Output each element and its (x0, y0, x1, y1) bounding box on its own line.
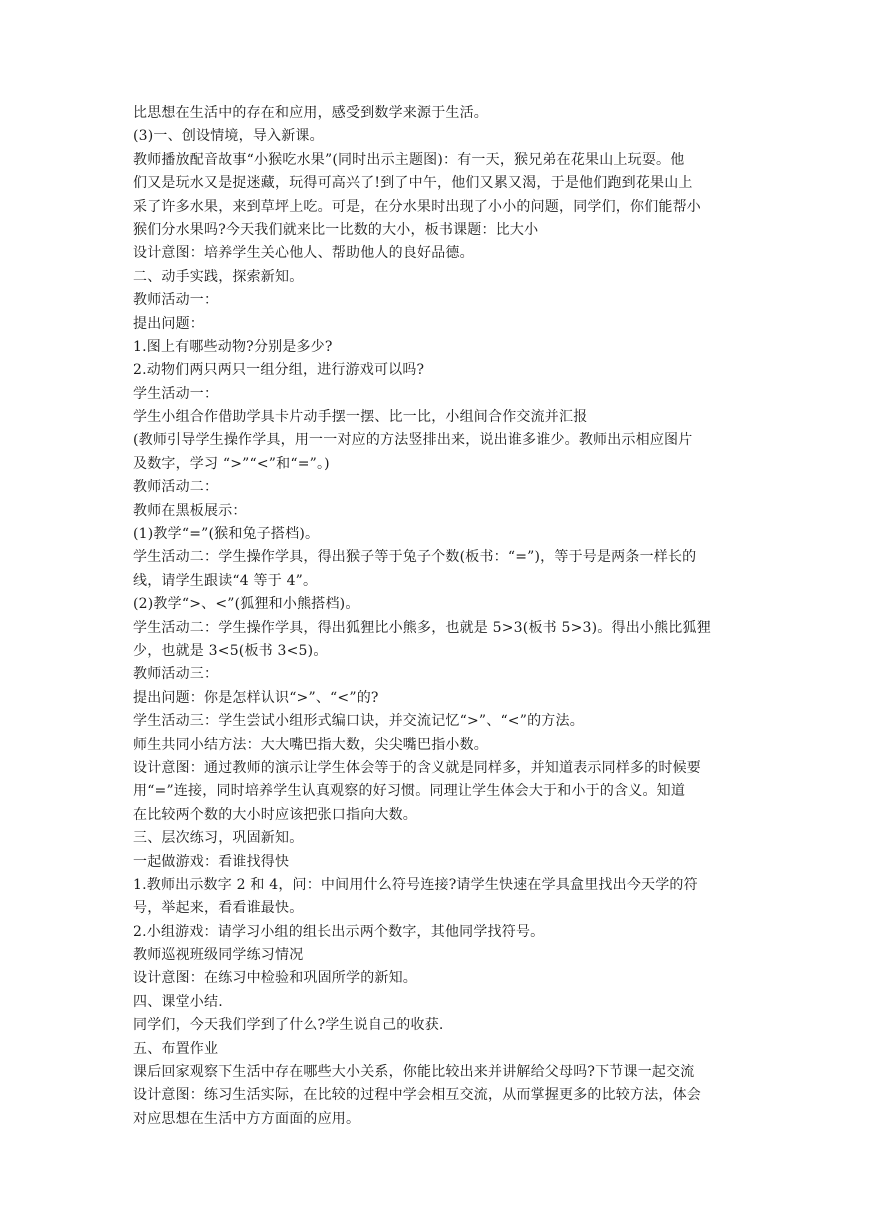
section-heading: 二、动手实践，探索新知。 (133, 268, 304, 285)
text-line: 及数字，学习 “>”“<”和“=”。) (133, 455, 330, 472)
text-line: 一起做游戏：看谁找得快 (133, 853, 290, 870)
text-line: 教师巡视班级同学练习情况 (133, 947, 304, 964)
text-line: 学生活动一： (133, 385, 219, 402)
text-line: (2)教学“>、<”(狐狸和小熊搭档)。 (133, 596, 360, 613)
text-line: 设计意图：练习生活实际，在比较的过程中学会相互交流，从而掌握更多的比较方法，体会 (133, 1087, 701, 1104)
text-line: 学生活动三：学生尝试小组形式编口诀，并交流记忆“>”、“<”的方法。 (133, 713, 584, 730)
text-line: 提出问题：你是怎样认识“>”、“<”的? (133, 689, 379, 706)
text-line: 在比较两个数的大小时应该把张口指向大数。 (133, 806, 417, 823)
text-line: 师生共同小结方法：大大嘴巴指大数，尖尖嘴巴指小数。 (133, 736, 488, 753)
document-body (133, 102, 743, 1131)
text-line: 教师在黑板展示： (133, 502, 247, 519)
text-line: 1.教师出示数字 2 和 4，问：中间用什么符号连接?请学生快速在学具盒里找出今天学的符 (133, 876, 698, 893)
text-line: 用“=”连接，同时培养学生认真观察的好习惯。同理让学生体会大于和小于的含义。知道 (133, 783, 686, 800)
text-line: 线，请学生跟读“4 等于 4”。 (133, 572, 318, 589)
text-line: 们又是玩水又是捉迷藏，玩得可高兴了!到了中午，他们又累又渴，于是他们跑到花果山上 (133, 175, 693, 192)
text-line: 2.小组游戏：请学习小组的组长出示两个数字，其他同学找符号。 (133, 923, 545, 940)
text-line: 学生活动二：学生操作学具，得出狐狸比小熊多，也就是 5>3(板书 5>3)。得出小熊比狐狸 (133, 619, 711, 636)
text-line: 教师活动三： (133, 666, 219, 683)
text-line: (3)一、创设情境，导入新课。 (133, 128, 324, 145)
text-line: 1.图上有哪些动物?分别是多少? (133, 338, 333, 355)
text-line: 学生小组合作借助学具卡片动手摆一摆、比一比，小组间合作交流并汇报 (133, 409, 588, 426)
text-line: 提出问题： (133, 315, 204, 332)
text-line: 采了许多水果，来到草坪上吃。可是，在分水果时出现了小小的问题，同学们，你们能帮小 (133, 198, 701, 215)
text-line: 教师播放配音故事“小猴吃水果”(同时出示主题图)：有一天，猴兄弟在花果山上玩耍。他 (133, 151, 685, 168)
text-line: 设计意图：培养学生关心他人、帮助他人的良好品德。 (133, 245, 474, 262)
text-line: 设计意图：通过教师的演示让学生体会等于的含义就是同样多，并知道表示同样多的时候要 (133, 759, 701, 776)
text-line: 课后回家观察下生活中存在哪些大小关系，你能比较出来并讲解给父母吗?下节课一起交流 (133, 1064, 695, 1081)
text-line: 学生活动二：学生操作学具，得出猴子等于兔子个数(板书：“=”)，等于号是两条一样长的 (133, 549, 697, 566)
text-line: 设计意图：在练习中检验和巩固所学的新知。 (133, 970, 417, 987)
section-heading: 五、布置作业 (133, 1040, 219, 1057)
text-line: (1)教学“=”(猴和兔子搭档)。 (133, 526, 320, 543)
text-line: 少，也就是 3<5(板书 3<5)。 (133, 642, 328, 659)
text-line: 教师活动一： (133, 292, 219, 309)
text-line: 号，举起来，看看谁最快。 (133, 900, 304, 917)
text-line: 2.动物们两只两只一组分组，进行游戏可以吗? (133, 362, 425, 379)
text-line: 猴们分水果吗?今天我们就来比一比数的大小，板书课题：比大小 (133, 221, 539, 238)
section-heading: 三、层次练习，巩固新知。 (133, 830, 304, 847)
text-line: 对应思想在生活中方方面面的应用。 (133, 1110, 361, 1127)
text-line: 同学们，今天我们学到了什么?学生说自己的收获. (133, 1017, 444, 1034)
text-line: 比思想在生活中的存在和应用，感受到数学来源于生活。 (133, 105, 488, 121)
text-line: (教师引导学生操作学具，用一一对应的方法竖排出来，说出谁多谁少。教师出示相应图片 (133, 432, 693, 449)
section-heading: 四、课堂小结. (133, 993, 223, 1010)
text-line: 教师活动二： (133, 479, 219, 496)
